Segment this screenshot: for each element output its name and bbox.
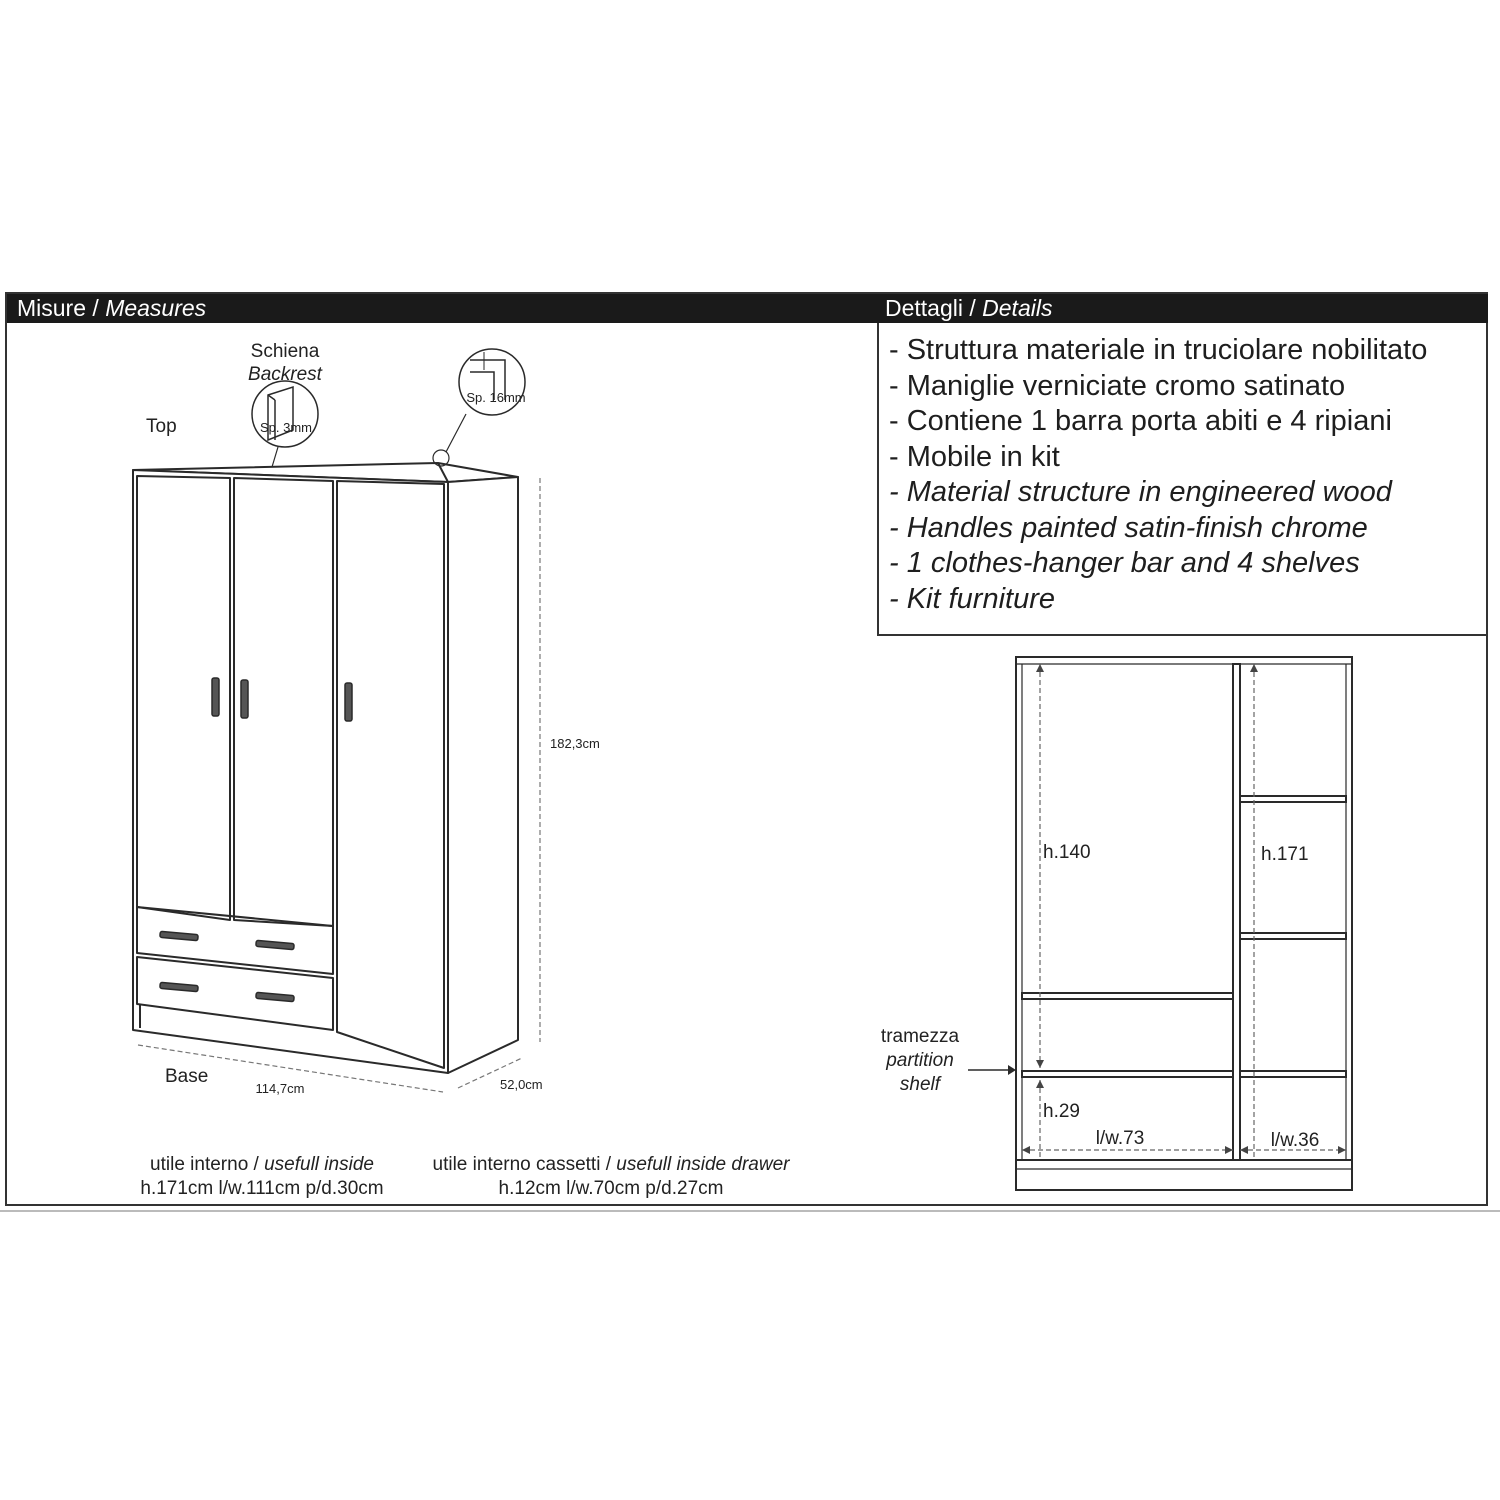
partition-label-en: partition bbox=[886, 1050, 954, 1071]
usable-inside-en: usefull inside bbox=[264, 1154, 374, 1175]
panel-thickness: Sp. 16mm bbox=[466, 390, 526, 405]
height-dimension: 182,3cm bbox=[550, 736, 600, 751]
partition-label-it: tramezza bbox=[880, 1026, 960, 1047]
right-shelf bbox=[1240, 796, 1346, 802]
usable-inside-caption bbox=[150, 1154, 374, 1175]
partition-label-en-2: shelf bbox=[899, 1074, 941, 1095]
details-header-en: Details bbox=[982, 295, 1053, 321]
measures-header-it: Misure / bbox=[17, 295, 99, 321]
width-dimension: 114,7cm bbox=[255, 1081, 305, 1096]
usable-drawer-caption bbox=[433, 1154, 791, 1175]
top-label: Top bbox=[146, 416, 177, 437]
bottom-rule bbox=[0, 1210, 1500, 1212]
backrest-label-en: Backrest bbox=[248, 364, 322, 385]
details-item: - 1 clothes-hanger bar and 4 shelves bbox=[889, 547, 1360, 579]
right-width-label: l/w.36 bbox=[1270, 1130, 1320, 1151]
measures-header-en: Measures bbox=[105, 295, 207, 321]
depth-dimension: 52,0cm bbox=[500, 1077, 543, 1092]
right-height-label: h.171 bbox=[1261, 844, 1309, 865]
details-item: - Mobile in kit bbox=[889, 440, 1060, 473]
details-item: - Handles painted satin-finish chrome bbox=[889, 511, 1368, 544]
usable-drawer-en: usefull inside drawer bbox=[616, 1154, 790, 1175]
bottom-height-label: h.29 bbox=[1043, 1101, 1080, 1122]
partition-pointer-arrow bbox=[1008, 1065, 1016, 1075]
left-height-label: h.140 bbox=[1043, 842, 1091, 863]
details-item: - Material structure in engineered wood bbox=[889, 476, 1392, 508]
details-item: - Kit furniture bbox=[889, 582, 1055, 615]
usable-drawer-it: utile interno cassetti / bbox=[432, 1154, 611, 1175]
door-handle bbox=[212, 678, 219, 716]
usable-drawer-dims: h.12cm l/w.70cm p/d.27cm bbox=[498, 1178, 724, 1199]
wardrobe-side bbox=[448, 477, 518, 1073]
usable-inside-dims: h.171cm l/w.111cm p/d.30cm bbox=[140, 1178, 384, 1199]
partition-shelf bbox=[1022, 993, 1233, 999]
right-shelf bbox=[1240, 1071, 1346, 1077]
details-item: - Contiene 1 barra porta abiti e 4 ripiani bbox=[889, 405, 1392, 437]
usable-inside-it: utile interno / bbox=[150, 1154, 259, 1175]
center-partition bbox=[1233, 664, 1240, 1160]
right-shelf bbox=[1240, 933, 1346, 939]
details-item: - Struttura materiale in truciolare nobilitato bbox=[889, 334, 1428, 366]
door-handle bbox=[345, 683, 352, 721]
wardrobe-front bbox=[133, 470, 448, 1073]
base-label: Base bbox=[165, 1066, 209, 1087]
door-handle bbox=[241, 680, 248, 718]
interior-arrow-marks bbox=[1022, 664, 1346, 1154]
left-width-label: l/w.73 bbox=[1095, 1128, 1145, 1149]
bottom-shelf bbox=[1022, 1071, 1233, 1077]
backrest-thickness: Sp. 3mm bbox=[259, 420, 313, 435]
interior-dimension-lines bbox=[1022, 664, 1346, 1158]
backrest-label-it: Schiena bbox=[250, 341, 320, 362]
wardrobe-drawing bbox=[133, 463, 518, 1073]
details-header-it: Dettagli / bbox=[885, 295, 976, 321]
details-item: - Maniglie verniciate cromo satinato bbox=[889, 369, 1346, 402]
panel-detail bbox=[433, 349, 525, 466]
